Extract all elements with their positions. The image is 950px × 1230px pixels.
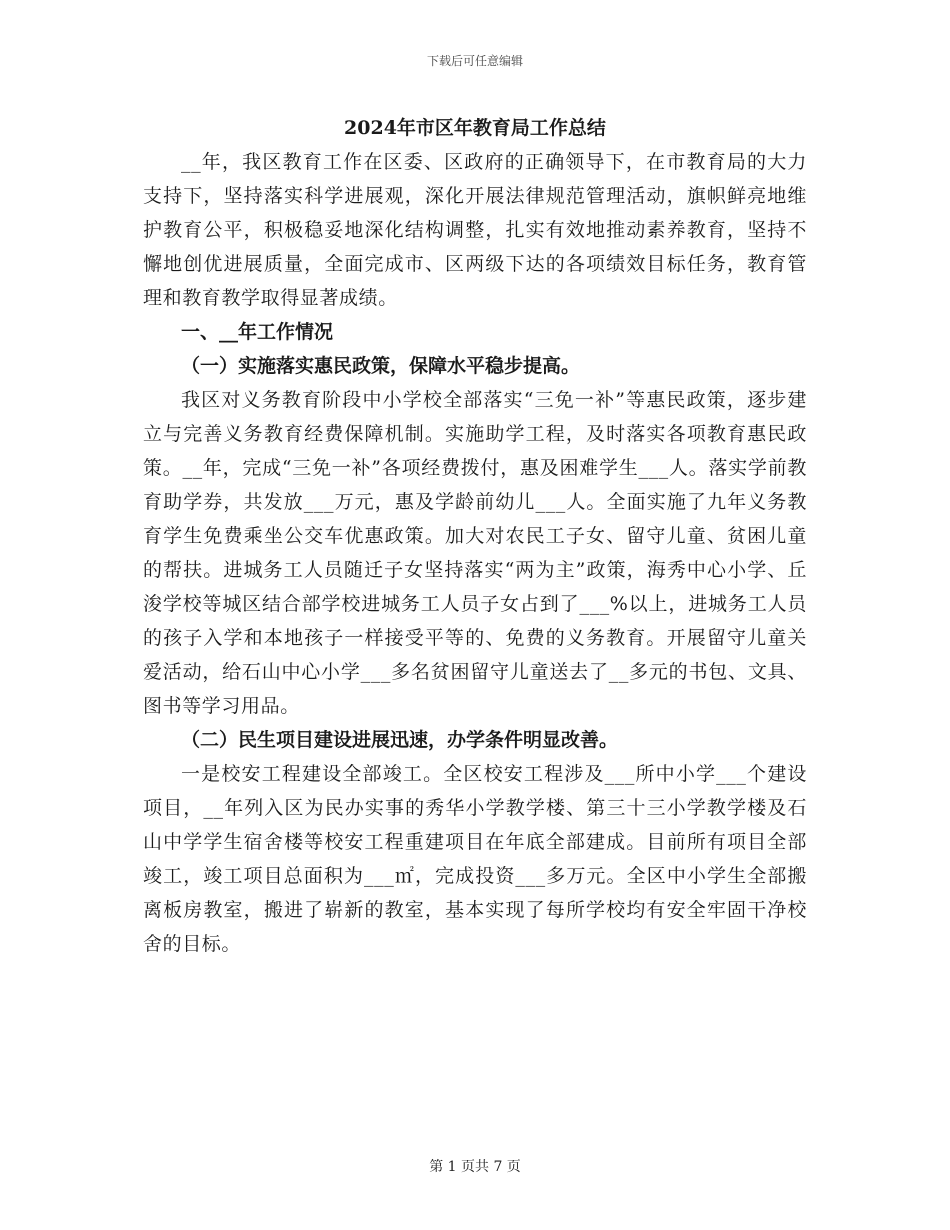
intro-paragraph: __年，我区教育工作在区委、区政府的正确领导下，在市教育局的大力支持下，坚持落实科学进展观，深化开展法律规范管理活动，旗帜鲜亮地维护教育公平，积极稳妥地深化结构调整，扎实有效地推动素养教育，坚持不懈地创优进展质量，全面完成市、区两级下达的各项绩效目标任务，教育管理和教育教学取得显著成绩。	[143, 151, 807, 309]
section-heading-1: 一、__年工作情况	[181, 321, 334, 343]
document-title: 2024年市区年教育局工作总结	[344, 117, 606, 139]
page-footer: 第 1 页共 7 页	[429, 1159, 521, 1175]
document-body	[143, 111, 807, 961]
subsection-body-1: 我区对义务教育阶段中小学校全部落实“三免一补”等惠民政策，逐步建立与完善义务教育经费保障机制。实施助学工程，及时落实各项教育惠民政策。__年，完成“三免一补”各项经费拨付，惠及困难学生___人。落实学前教育助学券，共发放___万元，惠及学龄前幼儿___人。全面实施了九年义务教育学生免费乘坐公交车优惠政策。加大对农民工子女、留守儿童、贫困儿童的帮扶。进城务工人员随迁子女坚持落实“两为主”政策，海秀中心小学、丘浚学校等城区结合部学校进城务工人员子女占到了___%以上，进城务工人员的孩子入学和本地孩子一样接受平等的、免费的义务教育。开展留守儿童关爱活动，给石山中心小学___多名贫困留守儿童送去了__多元的书包、文具、图书等学习用品。	[143, 389, 807, 717]
header-note: 下载后可任意编辑	[426, 54, 523, 68]
subsection-heading-1: （一）实施落实惠民政策，保障水平稳步提高。	[181, 355, 581, 377]
subsection-body-2: 一是校安工程建设全部竣工。全区校安工程涉及___所中小学___个建设项目，__年列入区为民办实事的秀华小学教学楼、第三十三小学教学楼及石山中学学生宿舍楼等校安工程重建项目在年底全部建成。目前所有项目全部竣工，竣工项目总面积为___㎡，完成投资___多万元。全区中小学生全部搬离板房教室，搬进了崭新的教室，基本实现了每所学校均有安全牢固干净校舍的目标。	[143, 763, 807, 955]
subsection-heading-2: （二）民生项目建设进展迅速，办学条件明显改善。	[181, 729, 619, 751]
